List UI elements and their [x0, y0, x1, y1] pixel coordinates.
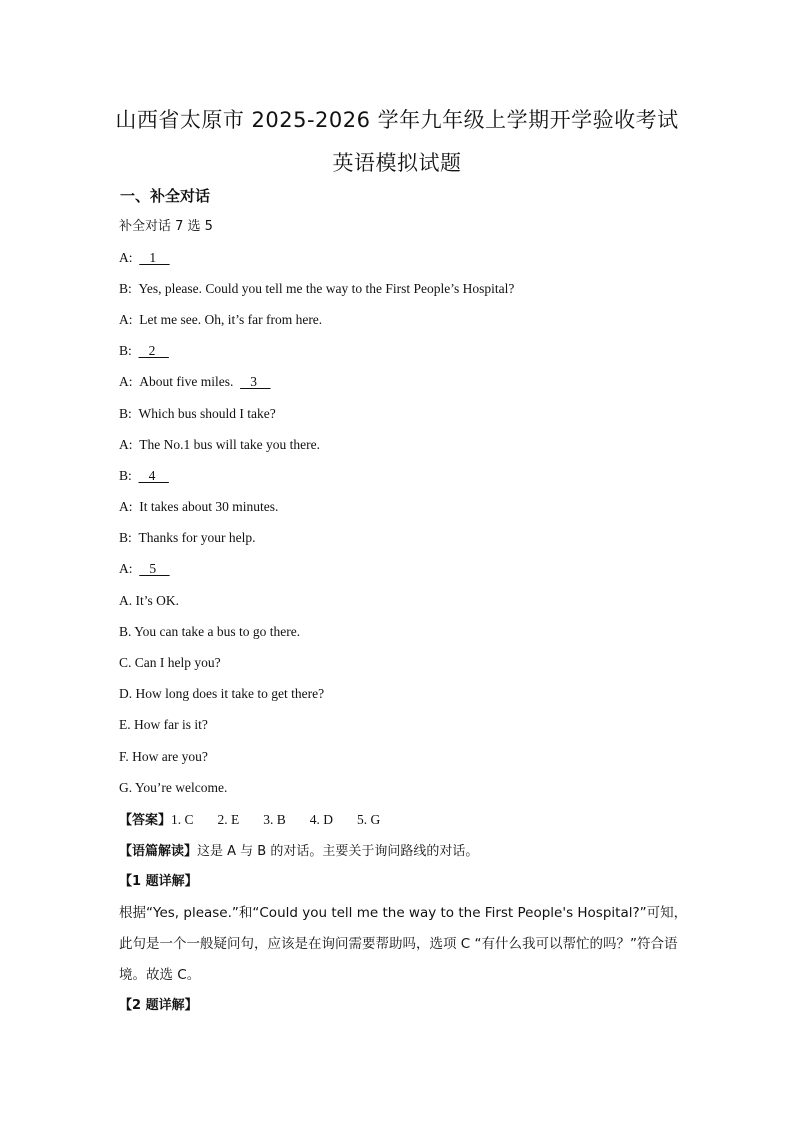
document-subtitle: 英语模拟试题 — [332, 151, 462, 175]
answer-item: 3. B — [263, 812, 286, 827]
instruction-text: 补全对话 7 选 5 — [119, 219, 213, 234]
answer-item: 2. E — [217, 812, 240, 827]
speaker-label: A: — [119, 250, 140, 265]
section-heading: 一、补全对话 — [120, 187, 211, 205]
speaker-label: B: — [119, 405, 139, 421]
q2-label: 【2 题详解】 — [119, 998, 198, 1013]
passage-text: 这是 A 与 B 的对话。主要关于询问路线的对话。 — [197, 844, 479, 859]
answer-item: 5. G — [357, 812, 381, 827]
dialogue-text: Let me see. Oh, it’s far from here. — [139, 312, 323, 328]
dialogue-line — [119, 342, 175, 360]
dialogue-text: About five miles. — [139, 374, 241, 390]
speaker-label: A: — [119, 436, 140, 452]
answer-item: 1. C — [171, 812, 194, 827]
dialogue-text: The No.1 bus will take you there. — [139, 436, 320, 452]
dialogue-line — [119, 467, 175, 485]
answer-line — [119, 811, 404, 830]
dialogue-line — [119, 498, 278, 516]
option-item: G. You’re welcome. — [119, 779, 228, 795]
speaker-label: A: — [119, 312, 140, 328]
option-item: D. How long does it take to get there? — [119, 686, 325, 702]
answer-item: 4. D — [309, 812, 334, 827]
answer-blank: 2 — [138, 343, 169, 359]
speaker-label: A: — [119, 498, 140, 514]
answer-blank: 5 — [139, 561, 170, 576]
answer-blank: 1 — [139, 250, 170, 265]
speaker-label: B: — [119, 467, 139, 483]
dialogue-text: It takes about 30 minutes. — [139, 498, 279, 514]
dialogue-line — [119, 436, 320, 454]
option-item: C. Can I help you? — [119, 655, 221, 671]
dialogue-line — [119, 280, 514, 298]
speaker-label: B: — [119, 343, 139, 359]
passage-label: 【语篇解读】 — [119, 844, 198, 859]
option-item: B. You can take a bus to go there. — [119, 624, 301, 640]
dialogue-line — [119, 405, 276, 423]
option-item: A. It’s OK. — [119, 593, 179, 608]
option-item: E. How far is it? — [119, 717, 208, 733]
dialogue-line — [119, 311, 322, 329]
answer-list — [171, 812, 404, 827]
dialogue-text: Thanks for your help. — [138, 529, 256, 545]
answer-label: 【答案】 — [119, 813, 172, 828]
answer-blank: 4 — [138, 467, 169, 483]
dialogue-text: Yes, please. Could you tell me the way to the First People’s Hospital? — [138, 281, 515, 297]
q1-label: 【1 题详解】 — [119, 874, 198, 889]
document-title: 山西省太原市 2025-2026 学年九年级上学期开学验收考试 — [115, 108, 679, 132]
speaker-label: B: — [119, 281, 139, 297]
speaker-label: A: — [119, 374, 140, 390]
answer-blank: 3 — [240, 374, 271, 390]
option-item: F. How are you? — [119, 748, 208, 764]
dialogue-text: Which bus should I take? — [138, 405, 276, 421]
speaker-label: B: — [119, 529, 139, 545]
q1-explanation: 根据“Yes, please.”和“Could you tell me the way to the First People's Hospital?”可知，此句是一个一般疑问句，应该是在询问需要帮助吗，选项 C “有什么我可以帮忙的吗？”符合语境。故选 C。 — [119, 905, 688, 983]
passage-line — [119, 842, 478, 861]
dialogue-line — [119, 373, 276, 391]
speaker-label: A: — [119, 561, 140, 576]
dialogue-line — [119, 560, 187, 578]
dialogue-line — [119, 529, 256, 547]
dialogue-line — [119, 249, 187, 267]
